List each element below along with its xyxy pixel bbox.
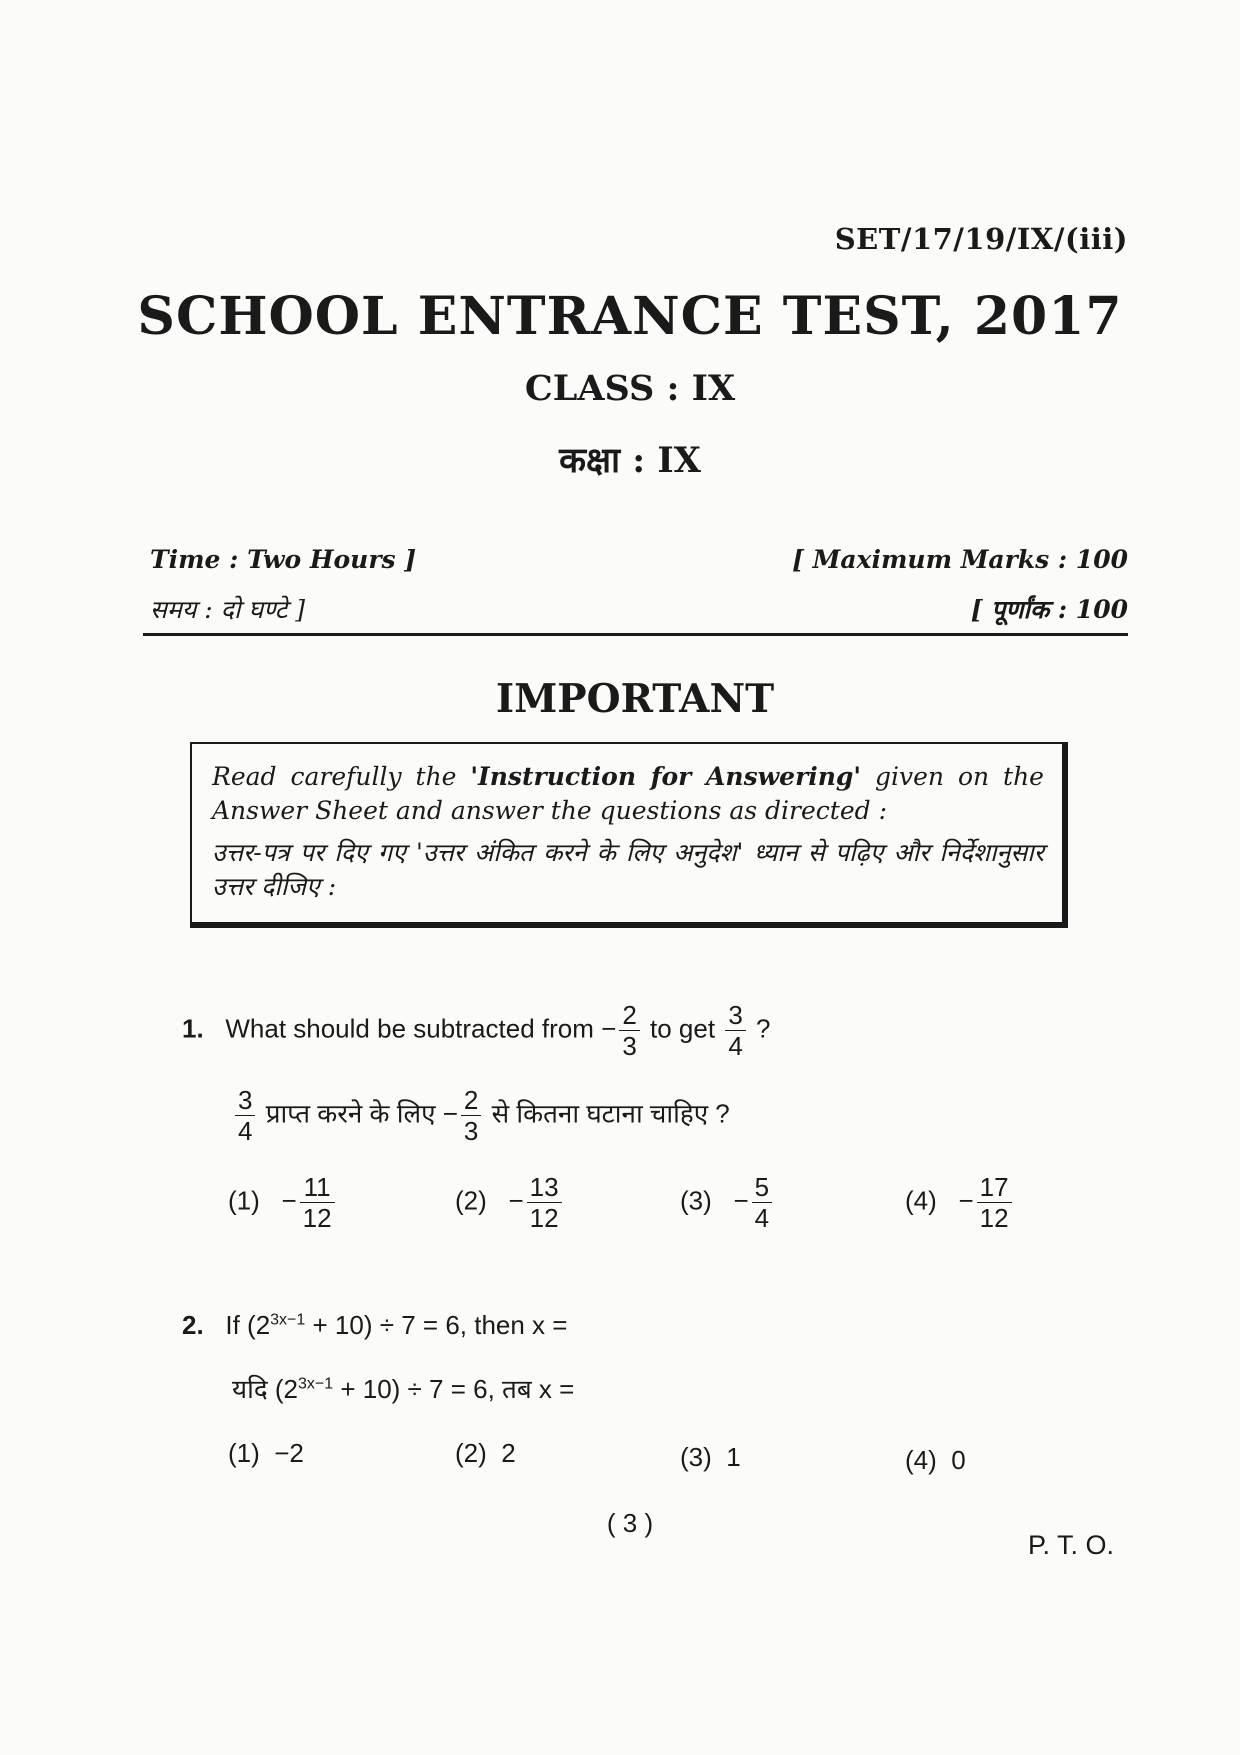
- q1-sign: −: [601, 1013, 617, 1044]
- question-number: 2.: [182, 1310, 204, 1340]
- instruction-en-bold: 'Instruction for Answering': [470, 762, 862, 791]
- divider: [143, 633, 1128, 636]
- question-2-en: [182, 1310, 567, 1341]
- q1-text-a: What should be subtracted from: [225, 1013, 594, 1044]
- page-title: SCHOOL ENTRANCE TEST, 2017: [137, 286, 1123, 347]
- q2-hi-text-a: यदि (2: [232, 1374, 298, 1404]
- instruction-box: [190, 742, 1068, 928]
- numerator: 3: [725, 1000, 745, 1031]
- option-sign: −: [733, 1185, 749, 1216]
- important-heading: IMPORTANT: [495, 676, 775, 722]
- fraction: [725, 1000, 745, 1061]
- option-label: (2): [455, 1438, 487, 1468]
- option-sign: −: [508, 1185, 524, 1216]
- numerator: 5: [752, 1172, 772, 1203]
- option-sign: −: [958, 1185, 974, 1216]
- max-marks-hi: [ पूर्णांक : 100: [970, 595, 1128, 624]
- numerator: 13: [527, 1172, 562, 1203]
- denominator: 12: [979, 1203, 1009, 1233]
- numerator: 3: [235, 1085, 255, 1116]
- denominator: 3: [622, 1031, 637, 1061]
- q2-option-3[interactable]: [680, 1442, 741, 1473]
- option-value: 0: [951, 1445, 966, 1475]
- denominator: 12: [529, 1203, 559, 1233]
- option-label: (4): [905, 1185, 937, 1216]
- time-hi: समय : दो घण्टे ]: [150, 595, 306, 624]
- fraction: [527, 1172, 562, 1233]
- class-label-en: CLASS : IX: [524, 368, 736, 409]
- instruction-hi: उत्तर-पत्र पर दिए गए 'उत्तर अंकित करने के लिए अनुदेश' ध्यान से पढ़िए और निर्देशानुसार उत्तर दीजिए :: [212, 838, 1044, 901]
- fraction: [461, 1085, 481, 1146]
- q1-hi-text-b: से कितना घटाना चाहिए ?: [491, 1098, 730, 1129]
- fraction: [752, 1172, 772, 1233]
- exponent: 3x−1: [297, 1375, 334, 1393]
- question-number: 1.: [182, 1013, 204, 1044]
- instruction-en: [212, 760, 1044, 828]
- denominator: 4: [754, 1203, 770, 1233]
- exponent: 3x−1: [270, 1311, 306, 1329]
- option-label: (3): [680, 1442, 712, 1472]
- option-value: 2: [501, 1438, 516, 1468]
- instruction-en-post: given on the Answer Sheet and answer the questions as directed :: [212, 762, 1044, 825]
- q2-option-4[interactable]: [905, 1445, 966, 1476]
- option-label: (1): [228, 1185, 260, 1216]
- class-label-hi: कक्षा : IX: [559, 440, 701, 481]
- denominator: 4: [238, 1116, 253, 1146]
- fraction: [619, 1000, 639, 1061]
- set-code: SET/17/19/IX/(iii): [834, 222, 1128, 256]
- q1-hi-sign: −: [442, 1098, 458, 1129]
- question-2-hi: [232, 1370, 574, 1406]
- fraction: [300, 1172, 335, 1233]
- fraction: [235, 1085, 255, 1146]
- q1-option-1[interactable]: [228, 1172, 338, 1233]
- q2-option-2[interactable]: [455, 1438, 516, 1469]
- numerator: 11: [300, 1172, 335, 1203]
- q2-text-b: + 10) ÷ 7 = 6, then x =: [305, 1310, 568, 1340]
- question-1-en: [182, 1000, 770, 1061]
- denominator: 4: [728, 1031, 743, 1061]
- option-value: 1: [726, 1442, 741, 1472]
- option-label: (4): [905, 1445, 937, 1475]
- q2-option-1[interactable]: [228, 1438, 304, 1469]
- denominator: 12: [302, 1203, 332, 1233]
- option-label: (1): [228, 1438, 260, 1468]
- q2-hi-text-b: + 10) ÷ 7 = 6, तब x =: [333, 1374, 575, 1404]
- q2-text-a: If (2: [225, 1310, 271, 1340]
- q1-option-2[interactable]: [455, 1172, 565, 1233]
- option-label: (2): [455, 1185, 487, 1216]
- q1-text-c: ?: [756, 1013, 771, 1044]
- option-value: −2: [274, 1438, 304, 1468]
- instruction-en-pre: Read carefully the: [212, 762, 471, 791]
- q1-text-b: to get: [650, 1013, 716, 1044]
- page-number: ( 3 ): [606, 1508, 654, 1538]
- numerator: 2: [461, 1085, 481, 1116]
- time-en: Time : Two Hours ]: [150, 545, 417, 574]
- question-1-hi: [232, 1085, 730, 1146]
- pto-label: P. T. O.: [1027, 1530, 1114, 1560]
- numerator: 2: [619, 1000, 639, 1031]
- denominator: 3: [463, 1116, 479, 1146]
- option-label: (3): [680, 1185, 712, 1216]
- max-marks-en: [ Maximum Marks : 100: [792, 545, 1128, 574]
- numerator: 17: [977, 1172, 1012, 1203]
- q1-hi-text-a: प्राप्त करने के लिए: [265, 1098, 436, 1129]
- fraction: [977, 1172, 1012, 1233]
- option-sign: −: [281, 1185, 297, 1216]
- q1-option-3[interactable]: [680, 1172, 775, 1233]
- q1-option-4[interactable]: [905, 1172, 1015, 1233]
